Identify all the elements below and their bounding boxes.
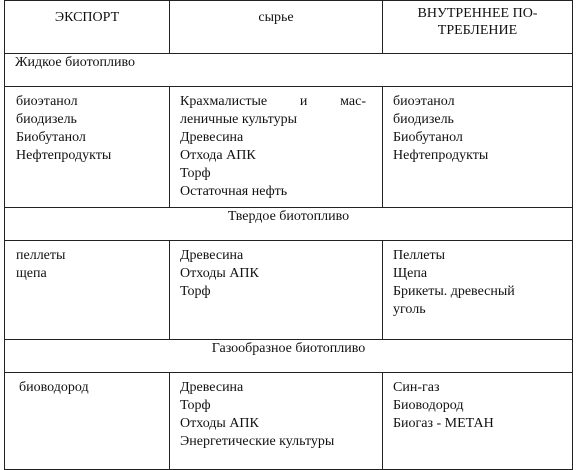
raw-item: Остаточная нефть [180, 184, 288, 199]
export-item: Нефтепродукты [16, 148, 112, 163]
section-title-row-liquid [5, 54, 573, 87]
header-domestic-line2: ТРЕБЛЕНИЕ [437, 23, 518, 38]
export-item: биоэтанол [16, 94, 78, 109]
domestic-cell-liquid [383, 87, 573, 208]
raw-item: Торф [180, 166, 211, 181]
raw-cell-liquid [170, 87, 383, 208]
raw-item: Торф [180, 398, 211, 413]
header-export: ЭКСПОРТ [5, 1, 170, 54]
raw-item: Древесина [180, 380, 244, 395]
raw-word: Крахмалистые [180, 94, 268, 109]
domestic-item: биоэтанол [393, 94, 455, 109]
table-row-liquid [5, 87, 573, 208]
domestic-item: Биогаз - МЕТАН [393, 416, 494, 431]
export-item: пеллеты [16, 248, 66, 263]
export-item: биоводород [19, 380, 89, 395]
header-row [5, 1, 573, 54]
raw-item: Энергетические культуры [180, 434, 335, 449]
domestic-item: биодизель [393, 112, 454, 127]
export-item: биодизель [16, 112, 77, 127]
domestic-item: Син-газ [393, 380, 440, 395]
export-cell-gas [5, 373, 170, 470]
section-title-liquid: Жидкое биотопливо [5, 54, 573, 87]
raw-item: Древесина [180, 130, 244, 145]
table-row-gas [5, 373, 573, 470]
domestic-item: Биоводород [393, 398, 464, 413]
raw-word: и [299, 94, 308, 109]
domestic-item: Биобутанол [393, 130, 463, 145]
export-cell-solid [5, 241, 170, 340]
export-cell-liquid [5, 87, 170, 208]
section-title-solid: Твердое биотопливо [5, 208, 573, 241]
section-title-row-gas [5, 340, 573, 373]
domestic-item: Щепа [393, 266, 428, 281]
domestic-cell-solid [383, 241, 573, 340]
export-item: Биобутанол [16, 130, 86, 145]
header-raw: сырье [170, 1, 383, 54]
section-title-row-solid [5, 208, 573, 241]
raw-cell-solid [170, 241, 383, 340]
raw-cell-gas [170, 373, 383, 470]
table-row-solid [5, 241, 573, 340]
biofuel-table [4, 0, 573, 470]
domestic-item: Нефтепродукты [393, 148, 489, 163]
raw-word: мас- [340, 94, 366, 109]
domestic-item: Брикеты. древесный [393, 284, 515, 299]
raw-item: леничные культуры [180, 112, 298, 127]
raw-item: Отходы АПК [180, 416, 259, 431]
domestic-item: уголь [393, 302, 426, 317]
section-title-gas: Газообразное биотопливо [5, 340, 573, 373]
raw-item: Отходы АПК [180, 266, 259, 281]
raw-item: Древесина [180, 248, 244, 263]
raw-justified-line [180, 93, 366, 111]
domestic-cell-gas [383, 373, 573, 470]
raw-item: Отхода АПК [180, 148, 256, 163]
raw-item: Торф [180, 284, 211, 299]
export-item: щепа [16, 266, 47, 281]
header-domestic-line1: ВНУТРЕННЕЕ ПО- [417, 6, 538, 21]
header-domestic [383, 1, 573, 54]
domestic-item: Пеллеты [393, 248, 446, 263]
